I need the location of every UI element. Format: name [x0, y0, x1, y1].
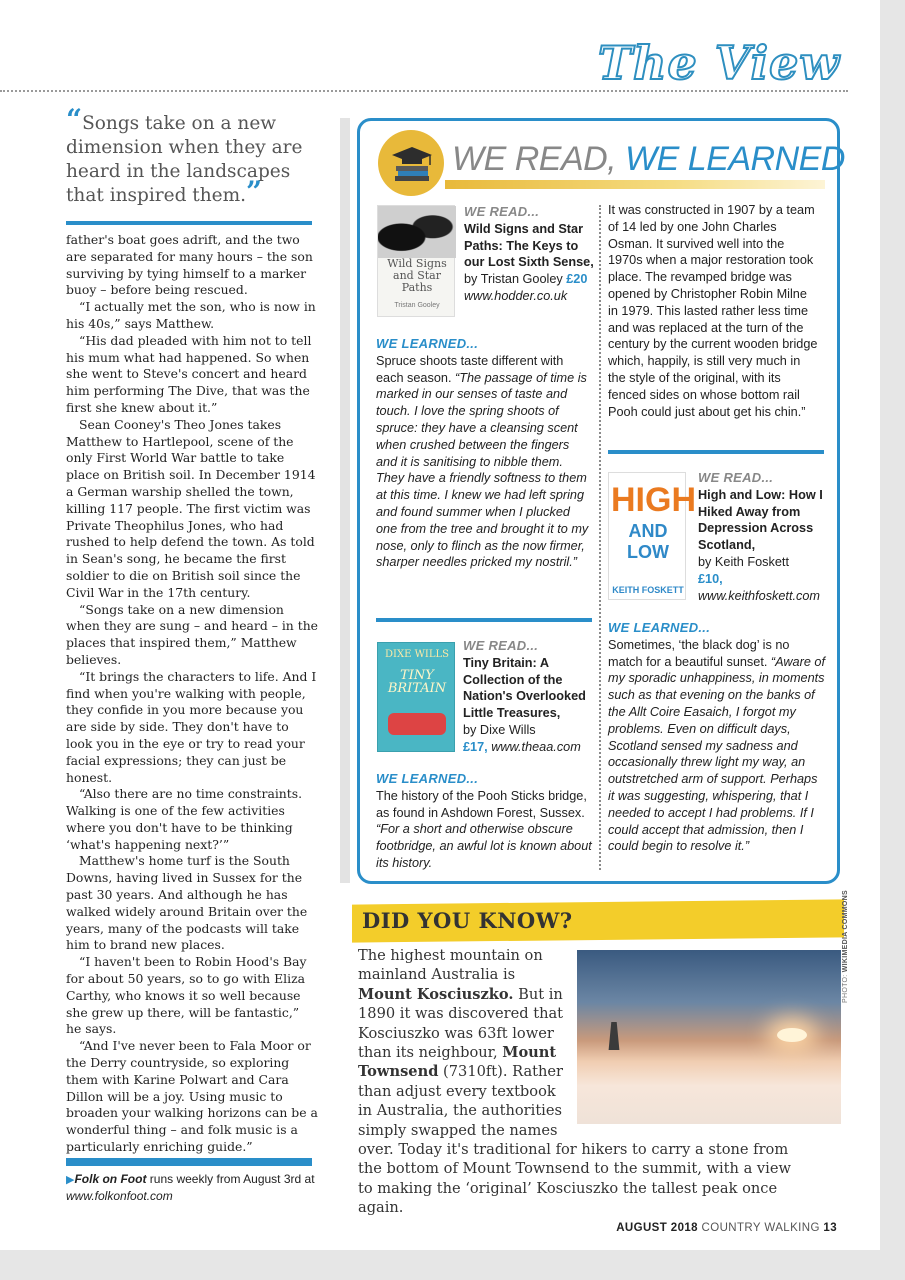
- panel-title: [452, 140, 845, 179]
- did-you-know-text: [358, 946, 798, 1218]
- close-quote-mark: ”: [246, 175, 263, 208]
- we-read-label: WE READ...: [463, 638, 539, 653]
- cover-title-and-low: AND LOW: [627, 521, 669, 562]
- section-title: The View: [597, 36, 840, 90]
- photo-wrap-spacer: [572, 946, 798, 1124]
- cover-illustration: [378, 206, 456, 258]
- panel-title-we-learned: WE LEARNED: [625, 140, 845, 178]
- did-you-know-title: DID YOU KNOW?: [362, 908, 573, 933]
- book-title: Wild Signs and Star Paths: The Keys to our Lost Sixth Sense,: [464, 221, 594, 270]
- book-2-info: [463, 638, 595, 756]
- folio-magazine: COUNTRY WALKING: [697, 1222, 824, 1234]
- book-3-learned: [608, 620, 826, 855]
- title-underline: [445, 180, 825, 189]
- book-author: by Tristan Gooley: [464, 272, 567, 287]
- book-title: High and Low: How I Hiked Away from Depression Across Scotland,: [698, 487, 823, 553]
- play-arrow-icon: ▶: [66, 1174, 75, 1186]
- book-url[interactable]: www.keithfoskett.com: [698, 588, 820, 603]
- learned-text: Spruce shoots taste different with each season.: [376, 353, 564, 385]
- footnote-rule: [66, 1158, 312, 1166]
- photo-credit: [842, 873, 849, 1003]
- article-paragraph: Sean Cooney's Theo Jones takes Matthew to Hartlepool, scene of the only First World War battle to take place on British soil. In December 1914 a German warship shelled the town, killing 117 people. The first victim was Private Theophilus Jones, who had rushed to help defend the town. As told in Sean's song, he became the first soldier to die on British soil since the Civil War in the 17th century.: [66, 416, 316, 600]
- cover-title: TINY BRITAIN: [387, 668, 447, 696]
- dyk-text-1: The highest mountain on mainland Australia is: [358, 947, 543, 984]
- learned-text: Sometimes, ‘the black dog’ is no match for a beautiful sunset.: [608, 637, 790, 669]
- book-cover-high-and-low: [608, 472, 696, 600]
- article-paragraph: “It brings the characters to life. And I find when you're walking with people, they confide in you more because you are side by side. They don't have to look you in the eye or try to read your facial expressions; they can just be honest.: [66, 668, 317, 785]
- pull-quote-rule: [66, 221, 312, 225]
- cover-author: Tristan Gooley: [394, 302, 440, 309]
- article-paragraph: “His dad pleaded with him not to tell his mum what had happened. So when she went to Steve's concert and heard him performing The Dive, that was the first she knew about it.”: [66, 332, 312, 415]
- learned-quote: “For a short and otherwise obscure footbridge, an awful lot is known about its history.: [376, 822, 592, 870]
- book-2-learned: [376, 771, 592, 872]
- open-quote-mark: “: [66, 103, 83, 136]
- cover-title: Wild Signs and Star Paths: [387, 257, 447, 294]
- we-learned-label: WE LEARNED...: [376, 771, 479, 786]
- footnote-url[interactable]: www.folkonfoot.com: [66, 1189, 173, 1203]
- row-rule: [608, 450, 824, 454]
- article-paragraph: “Songs take on a new dimension when they are sung – and heard – in the places that inspired them,” Matthew believes.: [66, 601, 319, 667]
- book-3-info: [698, 470, 828, 604]
- article-paragraph: Matthew's home turf is the South Downs, having lived in Sussex for the past 30 years. And although he has walked widely around Britain over the years, many of the podcasts will take him to brand new places.: [66, 853, 308, 953]
- article-paragraph: “I haven't been to Robin Hood's Bay for about 50 years, so to go with Eliza Carthy, who knows it so well because she grew up there, will be fantastic,” he says.: [66, 954, 307, 1037]
- photo-credit-label: PHOTO:: [842, 972, 849, 1003]
- pull-quote-text: Songs take on a new dimension when they are heard in the landscapes that inspired them.: [66, 113, 303, 206]
- we-read-label: WE READ...: [698, 470, 774, 485]
- panel-title-we-read: WE READ,: [452, 140, 626, 178]
- book-url[interactable]: www.hodder.co.uk: [464, 288, 568, 303]
- we-read-label: WE READ...: [464, 204, 540, 219]
- footnote-show-name: Folk on Foot: [74, 1172, 147, 1186]
- book-cover-tiny-britain: [377, 642, 455, 752]
- row-rule: [376, 618, 592, 622]
- dyk-bold-2: Mount Townsend: [358, 1044, 557, 1081]
- article-paragraph: father's boat goes adrift, and the two are separated for many hours – the son surviving by tying himself to a marker buoy – before being rescued.: [66, 232, 313, 298]
- book-1-info: [464, 204, 596, 305]
- learned-text: The history of the Pooh Sticks bridge, as found in Ashdown Forest, Sussex.: [376, 788, 587, 820]
- pull-quote: [66, 103, 318, 208]
- book-url[interactable]: www.theaa.com: [487, 739, 581, 754]
- article-paragraph: “I actually met the son, who is now in his 40s,” says Matthew.: [66, 299, 316, 331]
- book-cover-wild-signs: [377, 205, 455, 317]
- footnote: [66, 1171, 318, 1204]
- dyk-text-3: (7310ft). Rather than adjust every textbook in Australia, the authorities simply swapped the names over. Today it's traditional for hikers to carry a stone from the bottom of Mount Townsend to the summit, with a view to making the ‘original’ Kosciuszko the tallest peak once again.: [358, 1063, 791, 1217]
- folio-page-number: 13: [823, 1222, 837, 1234]
- panel-column-divider: [599, 205, 601, 870]
- book-author: by Keith Foskett: [698, 554, 789, 569]
- book-2-learned-continued: It was constructed in 1907 by a team of 14 led by one John Charles Osman. It survived well into the 1970s when a major restoration took place. The revamped bridge was opened by Christopher Robin Milne in 1979. This lasted rather less time and was replaced at the turn of the century by the current wooden bridge which, happily, is still very much in the style of the original, with its fenced sides on whose bottom rail Pooh could just about get his chin.”: [608, 203, 818, 419]
- footnote-text: runs weekly from August 3rd at: [146, 1172, 315, 1186]
- photo-credit-source: WIKIMEDIA COMMONS: [842, 890, 849, 973]
- book-price: £17,: [463, 739, 488, 754]
- folio-issue: AUGUST 2018: [616, 1222, 698, 1234]
- article-body: [66, 232, 318, 1156]
- we-learned-label: WE LEARNED...: [376, 336, 479, 351]
- article-paragraph: “Also there are no time constraints. Walking is one of the few activities where you don't have to be thinking ‘what's happening next?’”: [66, 786, 303, 852]
- page-folio: [616, 1222, 837, 1234]
- dyk-text-2: But in 1890 it was discovered that Kosciuszko was 63ft lower than its neighbour,: [358, 985, 564, 1062]
- article-paragraph: “And I've never been to Fala Moor or the Derry countryside, so exploring them with Karine Polwart and Cara Dillon will be a joy. Using music to broaden your walking horizons can be a wonderful thing – and folk music is a particularly enriching guide.”: [66, 1038, 318, 1155]
- cover-title-high: HIGH: [611, 481, 696, 519]
- book-price: £10,: [698, 571, 723, 586]
- header-rule: [0, 90, 848, 92]
- cover-author: KEITH FOSKETT: [612, 585, 684, 595]
- cover-illustration: [388, 713, 446, 735]
- book-author: by Dixe Wills: [463, 722, 536, 737]
- learned-quote: “The passage of time is marked in our senses of taste and touch. I love the spring shoots of spruce: they have a cleansing scent when crushed between the fingers and it is sanitising to nibble them. They have a friendly softness to them at this time. I knew we had left spring and found summer when I plucked one from the tree and brought it to my nose, only to flinch as the now firmer, sharper needles pricked my nostril.”: [376, 370, 589, 570]
- dyk-bold-1: Mount Kosciuszko.: [358, 985, 514, 1003]
- graduation-cap-books-icon: [390, 145, 434, 183]
- book-price: £20: [566, 272, 588, 287]
- cover-author: DIXE WILLS: [385, 649, 449, 660]
- we-learned-label: WE LEARNED...: [608, 620, 711, 635]
- book-1-learned: [376, 336, 592, 571]
- learned-quote: “Aware of my sporadic unhappiness, in moments such as that evening on the banks of the Allt Coire Easaich, I forgot my problems. Even on difficult days, Scotland sensed my sadness and occasionally threw light my way, an outstretched arm of support. Perhaps it was suggesting, whispering, that I needed to accept I had problems. If I could accept that admission, then I could begin to resolve it.”: [608, 654, 825, 854]
- book-title: Tiny Britain: A Collection of the Nation's Overlooked Little Treasures,: [463, 655, 586, 721]
- column-divider: [340, 118, 350, 883]
